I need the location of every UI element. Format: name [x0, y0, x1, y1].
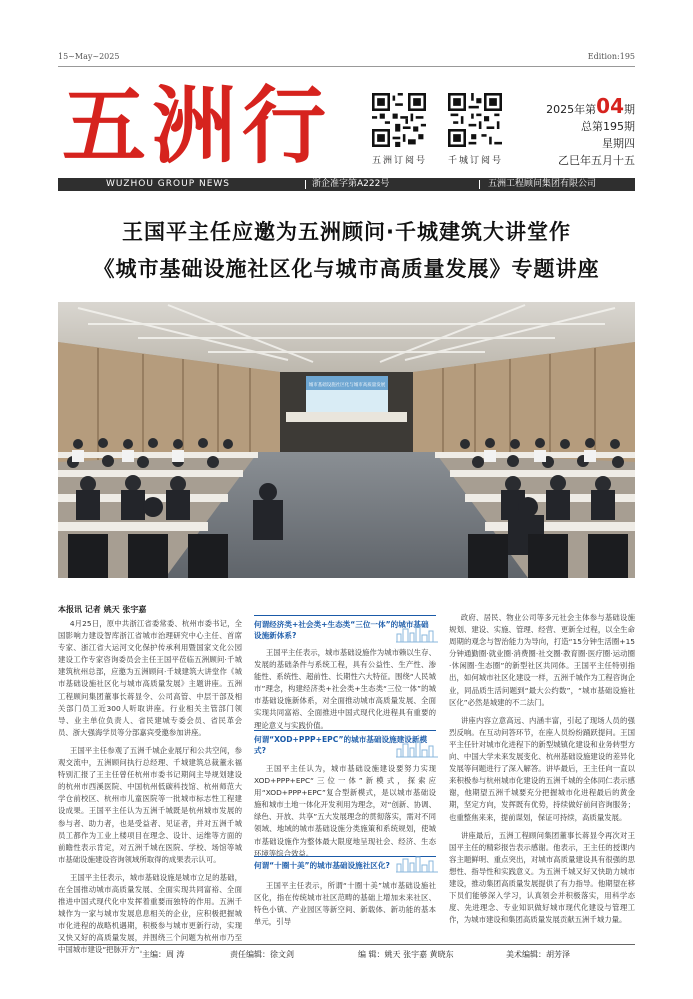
issue-number: 04 [596, 94, 624, 118]
publisher-name: 五洲工程顾问集团有限公司 [488, 179, 597, 189]
lunar-date: 乙巳年五月十五 [558, 154, 635, 167]
subheading-3 [254, 856, 436, 871]
subheading-1-text: 何谓经济类+社会类+生态类“三位一体”的城市基础设施新体系? [254, 620, 429, 640]
lecture-hall-photo [58, 302, 635, 578]
wuzhou-qr-code[interactable] [372, 93, 426, 147]
paragraph: 4月25日，原中共浙江省委常委、杭州市委书记，全国影响力建设智库浙江省城市治理研究中心主任、首席专家、浙江省大运河文化保护传承利用暨国家文化公园建设工作专家咨询委员会主任王国平莅临五洲顾问·千城建筑杭州总部，应邀为五洲顾问·千城建筑大讲堂作《城市基础设施社区化与城市高质量发展》主题讲座。五洲工程顾问集团董事长蒋显令、公司高管、中层干部及相关部门员工近300人听取讲座。行业相关主管部门领导、业主单位负责人、省民建城专委会员、省民革会员、浙大强海学员等分部嘉宾受邀参加讲座。 [58, 619, 242, 737]
subheading-1 [254, 615, 436, 641]
headline-line-2: 《城市基础设施社区化与城市高质量发展》专题讲座 [93, 257, 600, 281]
article-column-2-section-2 [254, 763, 436, 866]
byline: 本报讯 记者 姚天 张宇嘉 [58, 605, 147, 614]
subheading-2 [254, 730, 436, 756]
bar-divider [305, 180, 306, 189]
article-column-2-section-1 [254, 647, 436, 738]
art-editor: 美术编辑：胡芳泽 [506, 950, 570, 959]
article-column-1 [58, 618, 242, 963]
headline-line-1: 王国平主任应邀为五洲顾问·千城建筑大讲堂作 [122, 220, 571, 244]
chief-editor: 主编：周 涛 [142, 950, 185, 959]
article-column-2-section-3 [254, 880, 436, 934]
skyline-icon [396, 625, 438, 643]
masthead-char-1: 五 [62, 76, 147, 175]
edition-number: Edition:195 [587, 52, 635, 61]
issue-info [546, 94, 635, 169]
subheading-3-text: 何谓“十圈十美”的城市基础设施社区化? [254, 861, 390, 870]
issue-total: 总第195期 [581, 120, 635, 133]
screen-title: 城市基础设施社区化与城市高质量发展 [308, 383, 386, 388]
subheading-2-text: 何谓“XOD+PPP+EPC”的城市基础设施建设新模式? [254, 735, 428, 755]
paragraph: 王国平主任表示，所谓“十圈十美”城市基础设施社区化，指在传统城市社区范畴的基础上增加未来社区、特色小镇、产业园区等新空间、新载体、新功能的基本单元，引导 [254, 881, 436, 927]
bar-divider [479, 180, 480, 189]
issue-suffix: 期 [624, 103, 635, 116]
issue-number-line [546, 94, 635, 118]
masthead-logo [62, 76, 337, 175]
wuzhou-qr-label: 五洲订阅号 [372, 156, 428, 166]
paragraph: 王国平主任表示，城市基础设施是城市立足的基础，在全国推动城市高质量发展、全面实现共同富裕、全面推进中国式现代化中发挥着重要而独特的作用。五洲千城作为一家与城市发展息息相关的企业，应积极把握城市化进程的战略机遇期，积极参与城市更新行动，实现又快又好的高质量发展，并围绕三个问题为杭州市乃至中国城市建设“把脉开方”。 [58, 872, 242, 955]
paragraph: 王国平主任参观了五洲千城企业展厅和公共空间，参观交流中，五洲顾问执行总经理、千城建筑总裁董永福特别汇报了王主任曾任杭州市委书记期间主导规划建设的杭州市西溪医院、中国杭州低碳科技馆、杭州师范大学仓前校区、杭州市儿童医院等一批城市标志性工程建设成果。王国平主任认为五洲千城既是杭州城市发展的参与者、助力者，也是受益者、见证者，并对五洲千城员工都作为工业上楼项目在理念、设计、运维等方面的前瞻性表示肯定，对五洲千城在医院、学校、场馆等城市基础设施建设咨询领域所取得的成果表示认可。 [58, 745, 242, 864]
registration-number: 浙企准字第A222号 [312, 179, 390, 189]
weekday: 星期四 [602, 137, 635, 150]
paragraph: 讲座最后，五洲工程顾问集团董事长蒋显令再次对王国平主任的精彩报告表示感谢。他表示，王主任的授课内容主题鲜明、重点突出，对城市高质量建设具有很强的思想性、指导性和实践意义。为五洲千城又好又快助力城市建设，推动集团高质量发展提供了有力指导。他期望在移下员们能够深入学习，认真领会并积极落实，用科学态度、先进理念、专业知识做好城市现代化建设与管理工作，为城市建设和集团高质量发展贡献五洲千城力量。 [449, 830, 635, 925]
skyline-icon [396, 740, 438, 758]
masthead-char-2: 洲 [152, 76, 237, 175]
top-divider [58, 66, 635, 67]
qiancheng-qr-code[interactable] [448, 93, 502, 147]
skyline-icon [396, 855, 438, 873]
english-name: WUZHOU GROUP NEWS [106, 179, 231, 189]
paragraph: 政府、居民、物业公司等多元社会主体参与基础设施规划、建设、实施、管理、经营、更新全过程，以全生命周期的观念与智治能力为导向，打造“15分钟生活圈+15分钟通勤圈·就业圈·消费圈·社交圈·教育圈·医疗圈·运动圈·休闲圈·生态圈”的新型社区共同体。王国平主任特别指出，如何城市社区化建设一样，五洲千城作为工程咨询企业，同品质生活问题到“最大公约数”，“城市基础设施社区化”必然是城建的不二法门。 [449, 613, 635, 707]
issue-year: 2025年第 [546, 103, 597, 116]
responsible-editor: 责任编辑：徐文剑 [230, 950, 294, 959]
footer-divider [58, 944, 635, 945]
masthead-bar [58, 178, 635, 191]
editors: 编 辑：姚天 张宇嘉 黄晓东 [358, 950, 454, 959]
issue-date: 15~May~2025 [58, 52, 120, 61]
article-column-3 [449, 612, 635, 932]
paragraph: 王国平主任认为，城市基础设施建设要努力实现XOD+PPP+EPC“三位一体”新模式，探索应用“XOD+PPP+EPC”复合型新模式，是以城市基础设施和城市土地一体化开发利用为理念，对“创新、协调、绿色、开放、共享”五大发展理念的贯彻落实，需对不同领域、地域的城市基础设施分类施策和系统规划，使城市基础设施作为整体最大限度地呈现社会、经济、生态环境等综合效益。 [254, 764, 436, 858]
masthead-char-3: 行 [242, 76, 327, 175]
paragraph: 讲座内容立意高远、内涵丰富，引起了现场人员的强烈反响。在互动问答环节，在座人员纷纷踊跃提问。王国平主任针对城市化进程下的新型城镇化建设和业务转型方向、中国大学未来发展变化、杭州基础设施建设的差异化发展等问题进行了深入解答。讲毕最后，王主任向一直以来积极参与杭州城市化建设的五洲千城的全体同仁表示感谢，他期望五洲千城要充分把握城市化进程最后的黄金期，坚定方向，发挥既有优势，持续做好前问咨询服务；也重整焦来来，提前谋划，保证可持续，高质量发展。 [449, 715, 635, 822]
paragraph: 王国平主任表示，城市基础设施作为城市赖以生存、发展的基础条件与系统工程，具有公益性、生产性、渗能性、系统性、超前性、长期性六大特征。围绕“人民城市”理念，构建经济类+社会类+生态类“三位一体”的城市基础设施新体系，对全面推动城市高质量发展、全面实现共同富裕、全面推进中国式现代化进程具有重要的理论意义与实践价值。 [254, 648, 436, 730]
qiancheng-qr-label: 千城订阅号 [448, 156, 504, 166]
